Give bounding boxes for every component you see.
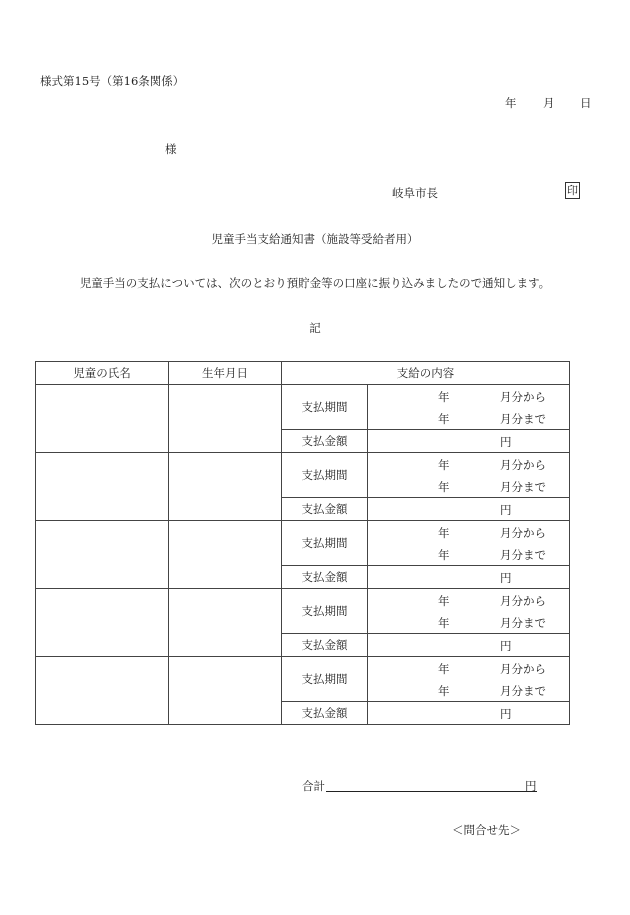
payment-amount-cell[interactable] (368, 702, 570, 725)
period-to-year: 年 (438, 616, 450, 630)
ki-heading: 記 (309, 321, 321, 335)
period-from-year: 年 (438, 662, 450, 676)
seal-mark: 印 (567, 184, 578, 197)
period-to-year: 年 (438, 548, 450, 562)
table-row (36, 385, 570, 430)
period-from-line (368, 657, 569, 679)
period-to-year: 年 (438, 684, 450, 698)
birthdate-cell[interactable] (169, 453, 282, 521)
period-to-month: 月分まで (500, 616, 546, 630)
payment-period-label: 支払期間 (282, 657, 368, 702)
payment-period-label: 支払期間 (282, 385, 368, 430)
period-from-year: 年 (438, 458, 450, 472)
period-to-month: 月分まで (500, 548, 546, 562)
header-birthdate: 生年月日 (169, 362, 282, 385)
table-row (36, 589, 570, 634)
period-to-line (368, 611, 569, 633)
form-number: 様式第15号（第16条関係） (40, 74, 185, 88)
child-name-cell[interactable] (36, 521, 169, 589)
period-to-month: 月分まで (500, 684, 546, 698)
payment-period-label: 支払期間 (282, 453, 368, 498)
total-yen: 円 (525, 779, 537, 793)
payment-amount-cell[interactable] (368, 498, 570, 521)
header-child-name: 児童の氏名 (36, 362, 169, 385)
birthdate-cell[interactable] (169, 385, 282, 453)
payment-period-label: 支払期間 (282, 589, 368, 634)
period-from-month: 月分から (500, 526, 546, 540)
child-name-cell[interactable] (36, 589, 169, 657)
table-row (36, 657, 570, 702)
period-to-year: 年 (438, 412, 450, 426)
amount-yen: 円 (500, 503, 512, 517)
payment-amount-label: 支払金額 (282, 566, 368, 589)
child-name-cell[interactable] (36, 453, 169, 521)
date-month: 月 (543, 96, 555, 110)
period-to-year: 年 (438, 480, 450, 494)
date-year: 年 (505, 96, 517, 110)
table-header-row (36, 362, 570, 385)
body-text: 児童手当の支払については、次のとおり預貯金等の口座に振り込みましたので通知します。 (79, 276, 551, 290)
payment-amount-cell[interactable] (368, 566, 570, 589)
payment-amount-cell[interactable] (368, 634, 570, 657)
payment-amount-label: 支払金額 (282, 634, 368, 657)
payment-amount-label: 支払金額 (282, 498, 368, 521)
period-from-month: 月分から (500, 390, 546, 404)
payment-table (35, 361, 570, 725)
period-to-line (368, 679, 569, 701)
period-from-year: 年 (438, 526, 450, 540)
sender-name: 岐阜市長 (392, 186, 438, 200)
birthdate-cell[interactable] (169, 657, 282, 725)
period-to-month: 月分まで (500, 412, 546, 426)
payment-period-label: 支払期間 (282, 521, 368, 566)
period-from-month: 月分から (500, 458, 546, 472)
period-from-line (368, 385, 569, 407)
recipient-suffix: 様 (165, 142, 177, 156)
table-row (36, 453, 570, 498)
payment-period-cell[interactable] (368, 453, 570, 498)
period-from-line (368, 589, 569, 611)
period-from-month: 月分から (500, 594, 546, 608)
payment-period-cell[interactable] (368, 385, 570, 430)
child-name-cell[interactable] (36, 385, 169, 453)
period-to-line (368, 475, 569, 497)
period-to-line (368, 543, 569, 565)
birthdate-cell[interactable] (169, 589, 282, 657)
total-label: 合計 (302, 779, 325, 793)
document-title: 児童手当支給通知書（施設等受給者用） (211, 232, 419, 246)
payment-period-cell[interactable] (368, 521, 570, 566)
amount-yen: 円 (500, 639, 512, 653)
birthdate-cell[interactable] (169, 521, 282, 589)
child-name-cell[interactable] (36, 657, 169, 725)
payment-table-body (36, 385, 570, 725)
period-to-line (368, 407, 569, 429)
amount-yen: 円 (500, 707, 512, 721)
amount-yen: 円 (500, 435, 512, 449)
payment-amount-label: 支払金額 (282, 430, 368, 453)
date-day: 日 (580, 96, 592, 110)
header-payment-content: 支給の内容 (282, 362, 570, 385)
contact-heading: ＜問合せ先＞ (452, 823, 521, 837)
amount-yen: 円 (500, 571, 512, 585)
payment-amount-cell[interactable] (368, 430, 570, 453)
period-from-line (368, 453, 569, 475)
period-from-line (368, 521, 569, 543)
period-to-month: 月分まで (500, 480, 546, 494)
total-underline[interactable] (326, 791, 537, 792)
payment-amount-label: 支払金額 (282, 702, 368, 725)
period-from-year: 年 (438, 594, 450, 608)
period-from-year: 年 (438, 390, 450, 404)
payment-period-cell[interactable] (368, 589, 570, 634)
table-row (36, 521, 570, 566)
payment-period-cell[interactable] (368, 657, 570, 702)
period-from-month: 月分から (500, 662, 546, 676)
